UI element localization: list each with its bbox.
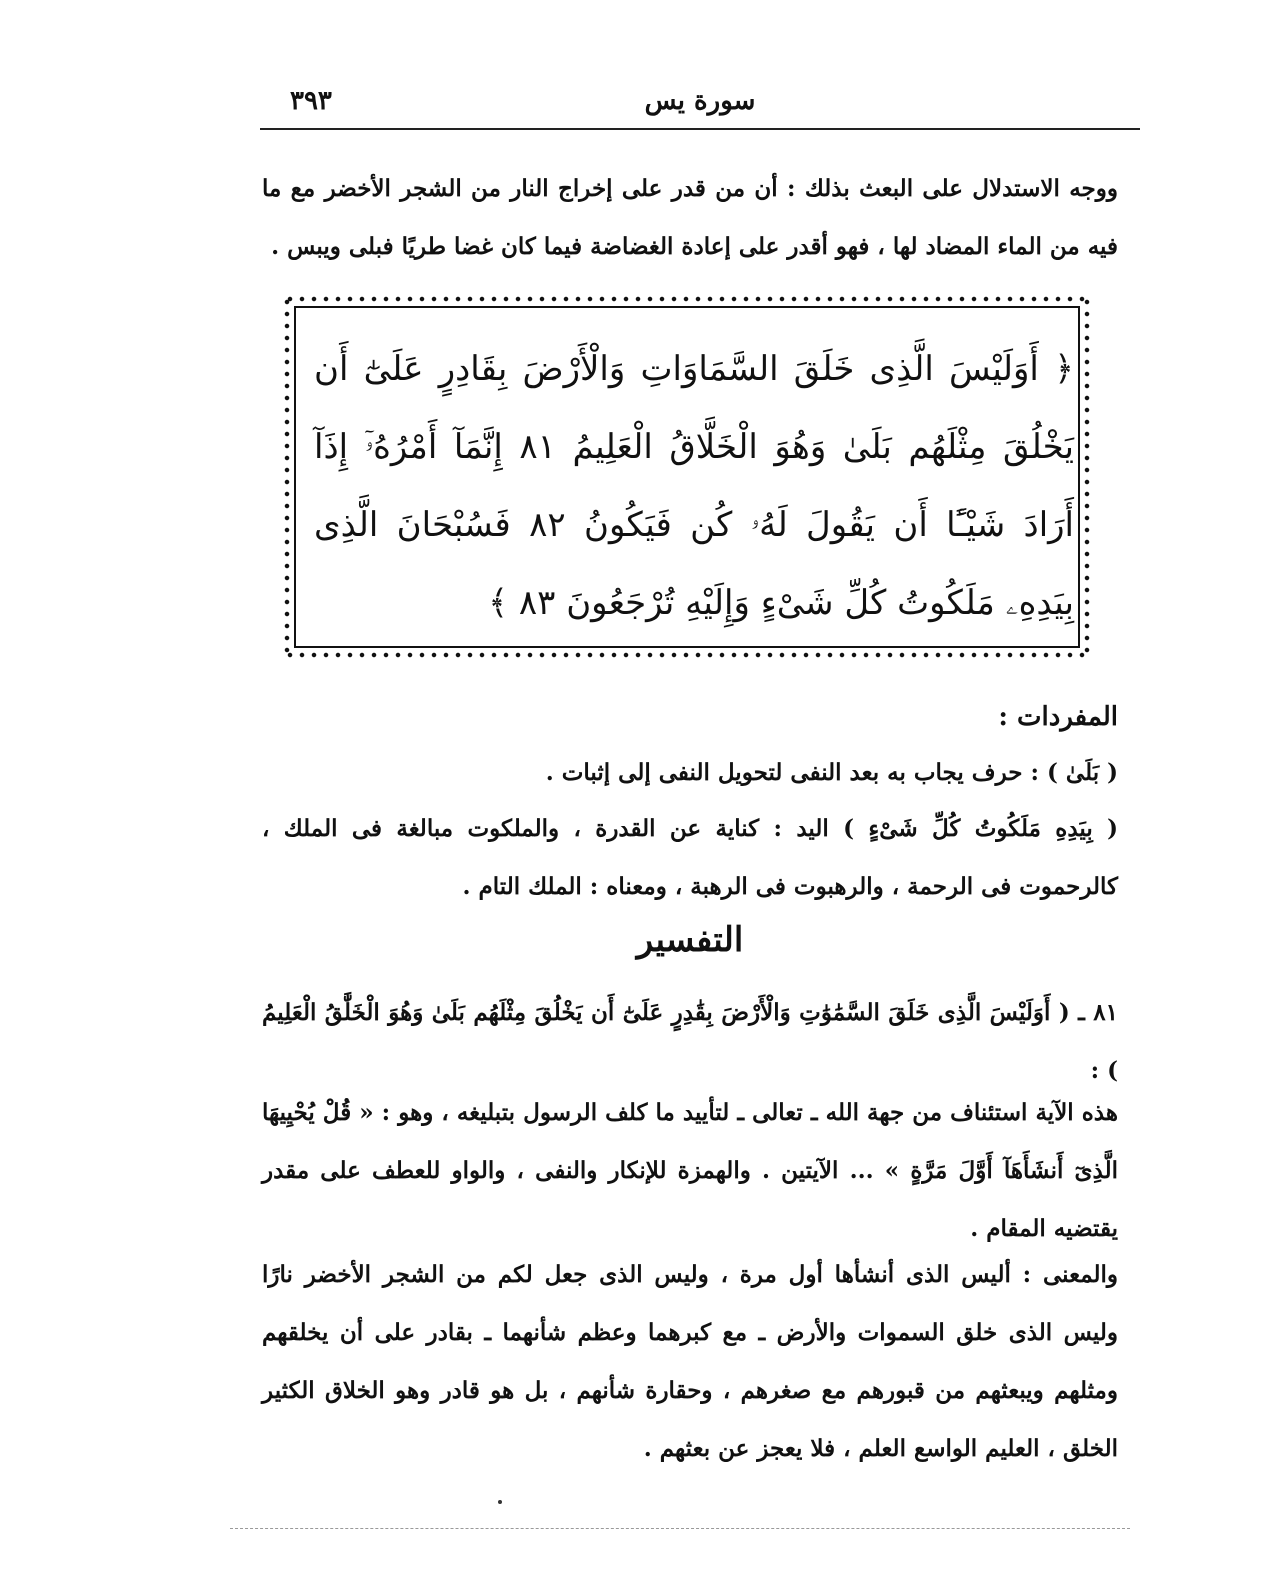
surah-title: سورة يس: [644, 86, 756, 116]
tafsir-title: التفسير: [636, 920, 744, 960]
page-number: ٣٩٣: [290, 86, 332, 116]
frame-border-right: [1084, 296, 1090, 658]
footer-rule: [230, 1528, 1130, 1530]
tafsir-paragraph-2: والمعنى : أليس الذى أنشأها أول مرة ، وليس الذى جعل لكم من الشجر الأخضر نارًا وليس الذى خلق السموات والأرض ـ مع كبرهما وعظم شأنهما ـ بقادر على أن يخلقهم ومثلهم ويبعثهم من قبورهم مع صغرهم ، وحقارة شأنهم ، بل هو قادر وهو الخلاق الكثير الخلق ، العليم الواسع العلم ، فلا يعجز عن بعثهم .: [262, 1261, 1118, 1462]
vocab-heading: المفردات :: [998, 702, 1118, 732]
frame-border-top: [284, 296, 1090, 302]
frame-border-bottom: [284, 652, 1090, 658]
header-rule: [260, 128, 1140, 130]
tafsir-paragraph-1: هذه الآية استئناف من جهة الله ـ تعالى ـ لتأييد ما كلف الرسول بتبليغه ، وهو : « قُلْ يُحْيِيهَا الَّذِىٓ أَنشَأَهَآ أَوَّلَ مَرَّةٍ » ... الآيتين . والهمزة للإنكار والنفى ، والواو للعطف على مقدر يقتضيه المقام .: [262, 1099, 1118, 1242]
tafsir-verse-line: ٨١ ـ ( أَوَلَيْسَ الَّذِى خَلَقَ السَّمَٰوَٰتِ وَالْأَرْضَ بِقَٰدِرٍ عَلَىٰٓ أَن يَخْلُقَ مِثْلَهُم بَلَىٰ وَهُوَ الْخَلَّٰقُ الْعَلِيمُ ) :: [262, 999, 1118, 1084]
quran-verse-text: ﴿ أَوَلَيْسَ الَّذِى خَلَقَ السَّمَاوَاتِ وَالْأَرْضَ بِقَادِرٍ عَلَىٰٓ أَن يَخْلُقَ مِثْلَهُم بَلَىٰ وَهُوَ الْخَلَّاقُ الْعَلِيمُ ٨١ إِنَّمَآ أَمْرُهُۥٓ إِذَآ أَرَادَ شَيْـًٔا أَن يَقُولَ لَهُۥ كُن فَيَكُونُ ٨٢ فَسُبْحَانَ الَّذِى بِيَدِهِۦ مَلَكُوتُ كُلِّ شَىْءٍ وَإِلَيْهِ تُرْجَعُونَ ٨٣ ﴾: [314, 349, 1075, 623]
vocab-entry-malakut: ( بِيَدِهِ مَلَكُوتُ كُلِّ شَىْءٍ ) اليد : كناية عن القدرة ، والملكوت مبالغة فى الملك ، كالرحموت فى الرحمة ، والرهبوت فى الرهبة ، ومعناه : الملك التام .: [262, 815, 1118, 900]
frame-border-left: [284, 296, 290, 658]
page-speck: [498, 1500, 502, 1504]
intro-paragraph: ووجه الاستدلال على البعث بذلك : أن من قدر على إخراج النار من الشجر الأخضر مع ما فيه من الماء المضاد لها ، فهو أقدر على إعادة الغضاضة فيما كان غضا طريًا فبلى ويبس .: [262, 175, 1118, 260]
page-header: [260, 86, 1140, 126]
vocab-entry-bala: ( بَلَىٰ ) : حرف يجاب به بعد النفى لتحويل النفى إلى إثبات .: [545, 759, 1118, 786]
